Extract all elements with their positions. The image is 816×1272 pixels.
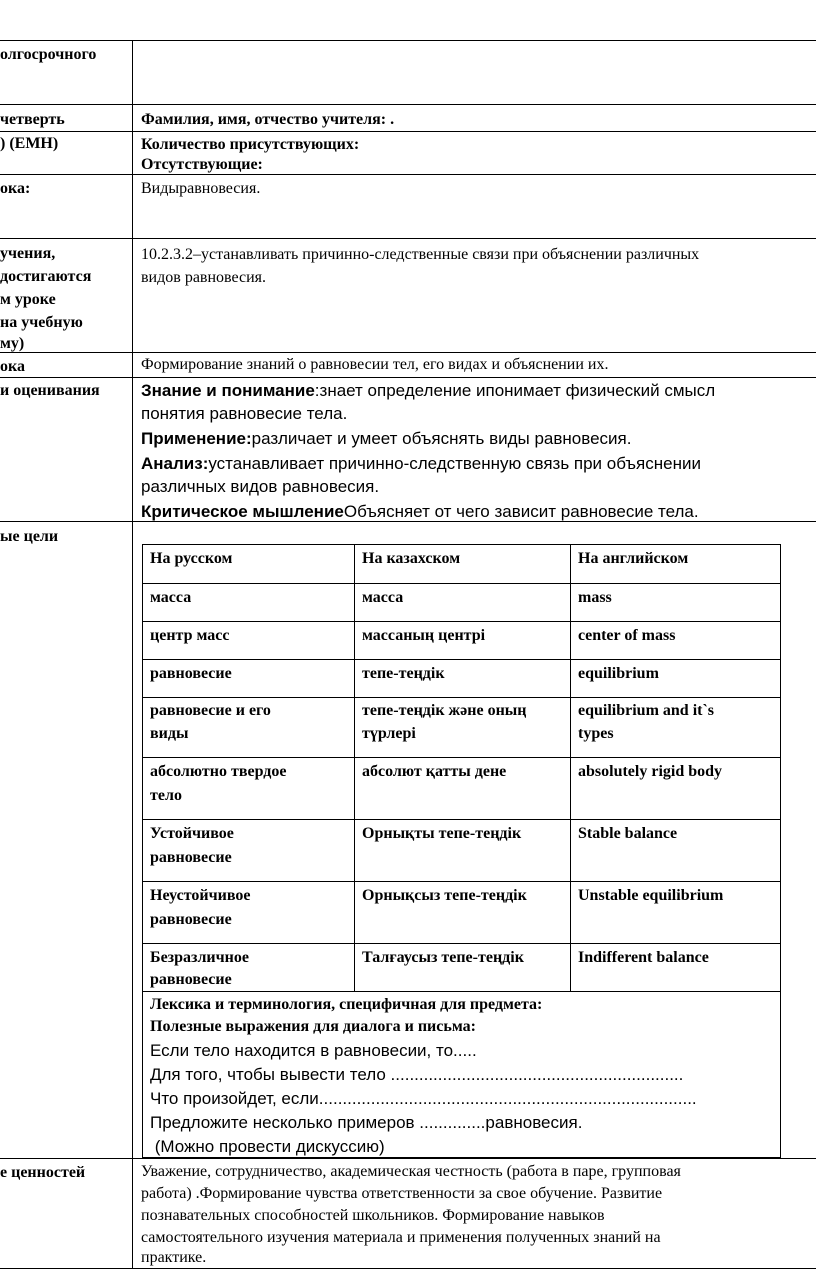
learning-objective-line2: видов равновесия. (141, 269, 267, 286)
label-objectives-1: учения, (0, 245, 56, 262)
phrase-line: Для того, чтобы вывести тело .............................................................. (150, 1065, 684, 1084)
vocab-cell-en: mass (578, 589, 612, 606)
vocab-cell-en: equilibrium and it`s (578, 702, 715, 719)
label-objectives-2: достигаются (0, 268, 92, 285)
vocab-header-kz: На казахском (362, 550, 461, 567)
vocab-cell-kz: түрлері (362, 725, 416, 742)
label-criteria: и оценивания (0, 382, 100, 399)
criterion-line: Применение:различает и умеет объяснять виды равновесия. (141, 429, 632, 448)
lexis-title: Лексика и терминология, специфичная для предмета: (150, 996, 543, 1013)
label-lesson-goal: ока (0, 358, 25, 375)
criterion-line: Анализ:устанавливает причинно-следственную связь при объяснении (141, 454, 701, 473)
vocab-cell-ru: равновесие (150, 971, 232, 988)
label-objectives-3: м уроке (0, 291, 56, 308)
values-line: познавательных способностей школьников. Формирование навыков (141, 1207, 605, 1224)
present-count-label: Количество присутствующих: (141, 136, 360, 153)
vocab-cell-kz: абсолют қатты дене (362, 763, 507, 780)
vocab-header-en: На английском (578, 550, 689, 567)
vocab-cell-ru: виды (150, 725, 189, 742)
vocab-cell-ru: Устойчивое (150, 825, 234, 842)
vocab-cell-ru: абсолютно твердое (150, 763, 287, 780)
vocab-cell-ru: Неустойчивое (150, 887, 251, 904)
values-line: самостоятельного изучения материала и применения полученных знаний на (141, 1229, 661, 1246)
criterion-line: Знание и понимание:знает определение ипонимает физический смысл (141, 381, 716, 400)
teacher-name-label: Фамилия, имя, отчество учителя: . (141, 111, 395, 128)
vocab-cell-ru: равновесие (150, 849, 232, 866)
vocab-cell-ru: равновесие (150, 911, 232, 928)
vocab-cell-ru: Безразличное (150, 949, 249, 966)
phrases-title: Полезные выражения для диалога и письма: (150, 1018, 476, 1035)
phrase-line: Предложите несколько примеров ..............равновесия. (150, 1113, 583, 1132)
label-grade: ) (ЕМН) (0, 135, 59, 152)
vocab-cell-ru: равновесие (150, 665, 232, 682)
values-line: работа) .Формирование чувства ответственности за свое обучение. Развитие (141, 1185, 663, 1202)
phrase-line: Что произойдет, если................................................................................ (150, 1089, 697, 1108)
vocab-cell-en: Stable balance (578, 825, 678, 842)
vocab-cell-kz: массаның центрі (362, 627, 486, 644)
label-objectives-4: на учебную (0, 314, 83, 331)
vocab-cell-en: center of mass (578, 627, 676, 644)
vocab-cell-ru: тело (150, 787, 182, 804)
label-objectives-5: му) (0, 335, 25, 352)
lesson-topic: Видыравновесия. (141, 180, 261, 197)
absent-label: Отсутствующие: (141, 156, 263, 173)
label-quarter: четверть (0, 111, 65, 128)
vocab-cell-kz: масса (362, 589, 404, 606)
vocab-cell-kz: тепе-теңдік және оның (362, 702, 527, 719)
vocab-cell-en: equilibrium (578, 665, 659, 682)
phrase-line: Если тело находится в равновесии, то..... (150, 1041, 477, 1060)
vocab-cell-kz: Талғаусыз тепе-теңдік (362, 949, 524, 966)
values-line: Уважение, сотрудничество, академическая честность (работа в паре, групповая (141, 1163, 681, 1180)
vocab-cell-en: types (578, 725, 614, 742)
vocab-cell-kz: Орнықты тепе-теңдік (362, 825, 522, 842)
vocab-cell-ru: масса (150, 589, 192, 606)
label-values: е ценностей (0, 1164, 86, 1181)
vocab-cell-kz: тепе-теңдік (362, 665, 445, 682)
criterion-line: Критическое мышлениеОбъясняет от чего зависит равновесие тела. (141, 502, 699, 521)
vocab-cell-kz: Орнықсыз тепе-теңдік (362, 887, 527, 904)
vocab-cell-en: Unstable equilibrium (578, 887, 724, 904)
learning-objective-line1: 10.2.3.2–устанавливать причинно-следственные связи при объяснении различных (141, 246, 700, 263)
label-lesson-topic: ока: (0, 180, 31, 197)
lesson-goal: Формирование знаний о равновесии тел, его видах и объяснении их. (141, 356, 609, 373)
label-language-goals: ые цели (0, 528, 59, 545)
vocab-header-ru: На русском (150, 550, 233, 567)
values-line: практике. (141, 1249, 207, 1266)
label-long-term-plan: олгосрочного (0, 46, 97, 63)
vocab-cell-ru: центр масс (150, 627, 230, 644)
vocab-cell-en: absolutely rigid body (578, 763, 723, 780)
criterion-line: понятия равновесие тела. (141, 404, 348, 423)
criterion-line: различных видов равновесия. (141, 477, 380, 496)
vocab-cell-en: Indifferent balance (578, 949, 709, 966)
vocab-cell-ru: равновесие и его (150, 702, 271, 719)
phrase-line: (Можно провести дискуссию) (150, 1137, 385, 1156)
